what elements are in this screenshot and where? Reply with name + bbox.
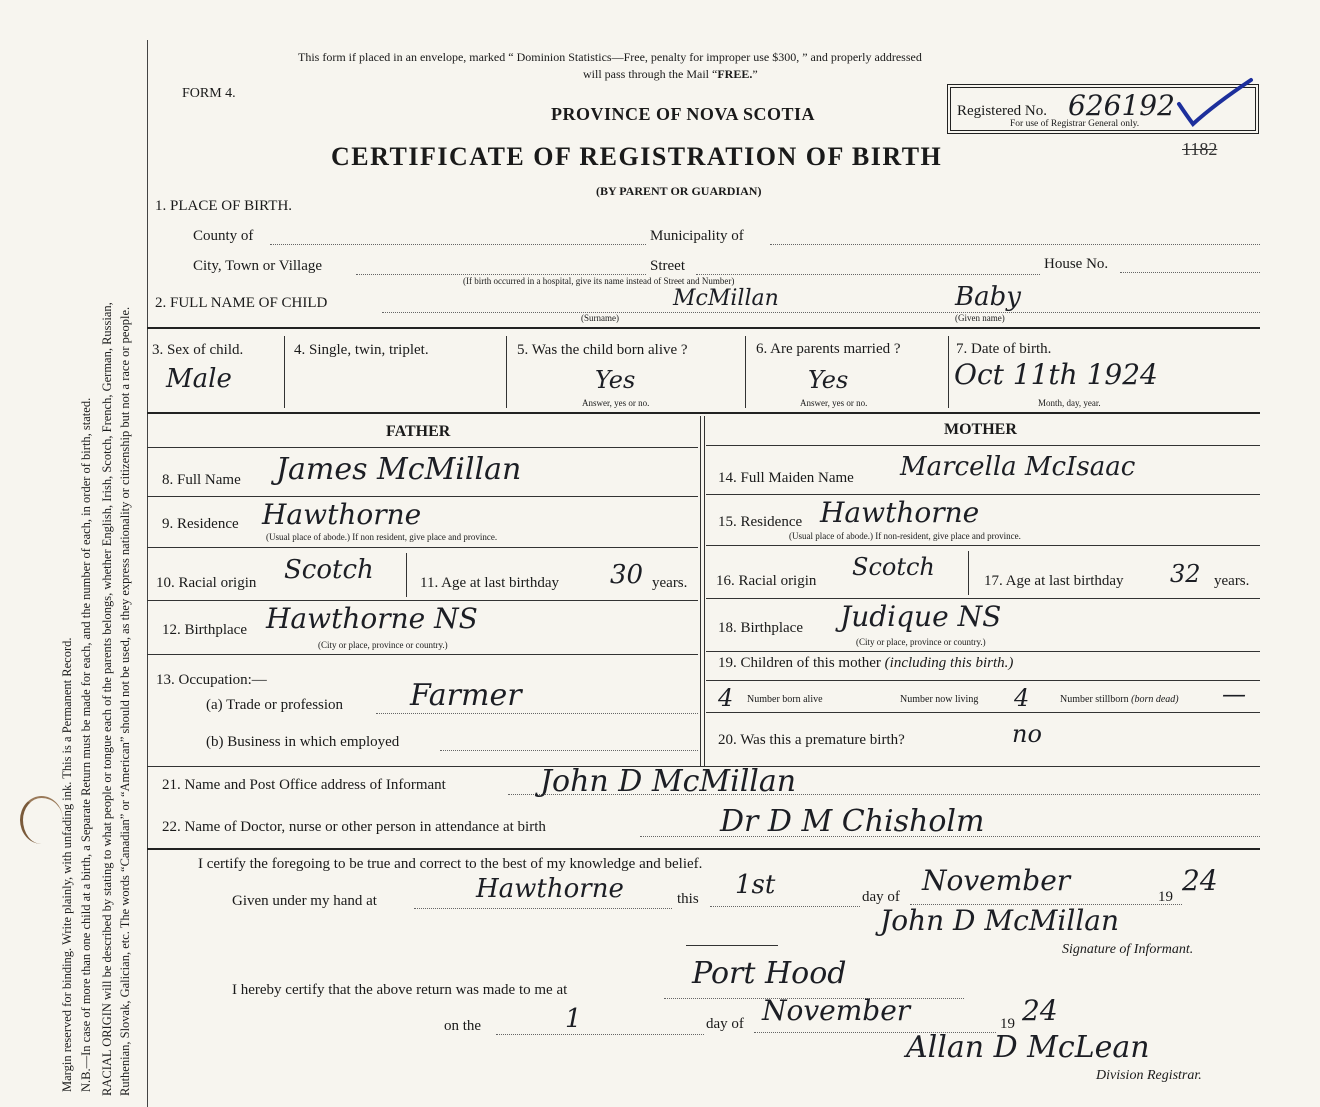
date-caption: Month, day, year. — [1038, 398, 1101, 408]
born-alive-value: 4 — [718, 684, 734, 712]
certification-statement: I certify the foregoing to be true and correct to the best of my knowledge and belief. — [198, 856, 703, 872]
mother-heading: MOTHER — [944, 421, 1017, 438]
mother-birthplace-rule — [706, 651, 1260, 652]
mother-racial-divider — [968, 551, 969, 595]
father-racial-rule — [147, 600, 698, 601]
postal-note-2-pre: will pass through the Mail “ — [583, 67, 718, 81]
living-value: 4 — [1014, 684, 1030, 712]
this-label: this — [677, 891, 699, 907]
mother-name-value: Marcella McIsaac — [900, 452, 1136, 482]
parents-divider — [700, 416, 705, 766]
living-label: Number now living — [900, 694, 979, 705]
alive-label: 5. Was the child born alive ? — [517, 342, 688, 358]
mother-age-value: 32 — [1170, 560, 1201, 588]
hospital-note: (If birth occurred in a hospital, give its name instead of Street and Number) — [463, 276, 735, 286]
father-name-rule — [147, 496, 698, 497]
municipality-label: Municipality of — [650, 228, 744, 244]
plurality-label: 4. Single, twin, triplet. — [294, 342, 429, 358]
father-racial-value: Scotch — [284, 555, 374, 585]
stillborn-value: — — [1222, 680, 1246, 708]
business-label: (b) Business in which employed — [206, 734, 400, 750]
mother-birthplace-value: Judique NS — [840, 600, 1002, 633]
registrar-place-value: Port Hood — [692, 956, 847, 991]
married-label: 6. Are parents married ? — [756, 341, 901, 357]
father-racial-divider — [406, 553, 407, 597]
trade-label: (a) Trade or profession — [206, 697, 344, 713]
born-alive-label: Number born alive — [747, 694, 823, 705]
stillborn-note: (born dead) — [1131, 694, 1179, 705]
father-residence-label: 9. Residence — [162, 516, 239, 532]
child-name-label: 2. FULL NAME OF CHILD — [155, 295, 328, 311]
day-of-label: day of — [862, 889, 900, 905]
father-heading: FATHER — [386, 423, 451, 440]
street-label: Street — [650, 258, 685, 274]
mother-racial-label: 16. Racial origin — [716, 573, 817, 589]
given-under-label: Given under my hand at — [232, 893, 377, 909]
registrar-use-note: For use of Registrar General only. — [1010, 119, 1140, 129]
married-caption: Answer, yes or no. — [800, 398, 868, 408]
child-given-name: Baby — [955, 282, 1021, 312]
trade-line — [376, 713, 698, 714]
mother-residence-rule — [706, 545, 1260, 546]
mother-racial-value: Scotch — [852, 553, 935, 581]
premature-value: no — [1012, 720, 1042, 748]
margin-note-4: Ruthenian, Slovak, Galician, etc. The words “Canadian” or “American” should not be used, as they express nationality or citizenship but not a race or people. — [118, 306, 132, 1096]
certificate-subtitle: (BY PARENT OR GUARDIAN) — [596, 184, 762, 198]
mother-name-rule — [706, 494, 1260, 495]
informant-label: 21. Name and Post Office address of Informant — [162, 777, 446, 793]
alive-value: Yes — [595, 366, 636, 394]
children-note: (including this birth.) — [884, 655, 1014, 671]
date-label: 7. Date of birth. — [956, 341, 1052, 357]
day-line — [710, 906, 860, 907]
premature-label: 20. Was this a premature birth? — [718, 732, 905, 748]
father-birthplace-caption: (City or place, province or country.) — [318, 640, 448, 650]
city-label: City, Town or Village — [193, 258, 323, 274]
father-birthplace-value: Hawthorne NS — [266, 602, 478, 635]
mother-residence-value: Hawthorne — [820, 496, 980, 529]
facts-divider-4 — [948, 336, 949, 408]
children-rule — [706, 680, 1260, 681]
married-value: Yes — [808, 366, 849, 394]
children-label — [718, 655, 1013, 672]
mother-racial-rule — [706, 598, 1260, 599]
father-birthplace-rule — [147, 654, 698, 655]
father-residence-value: Hawthorne — [262, 498, 422, 531]
top-table-rule — [147, 327, 1260, 329]
father-name-value: James McMillan — [276, 452, 522, 487]
facts-bottom-rule — [147, 412, 1260, 414]
county-line — [270, 244, 646, 245]
certification-separator — [686, 945, 778, 946]
check-mark-icon — [1175, 74, 1255, 134]
doctor-value: Dr D M Chisholm — [720, 804, 985, 839]
form-number: FORM 4. — [182, 86, 236, 101]
given-name-caption: (Given name) — [955, 313, 1005, 323]
mother-birthplace-caption: (City or place, province or country.) — [856, 637, 986, 647]
father-age-value: 30 — [610, 560, 644, 590]
informant-signature: John D McMillan — [880, 904, 1120, 937]
margin-note-3: RACIAL ORIGIN will be described by stating to what people or tongue each of the parents belongs, whether English, Irish, Scotch, French, German, Russian, — [100, 302, 114, 1096]
registrar-day-value: 1 — [565, 1004, 582, 1034]
day-value: 1st — [735, 870, 776, 900]
certification-top-rule — [147, 848, 1260, 850]
doctor-label: 22. Name of Doctor, nurse or other person in attendance at birth — [162, 819, 546, 835]
struck-number: 1182 — [1182, 139, 1218, 159]
father-name-label: 8. Full Name — [162, 472, 241, 488]
father-birthplace-label: 12. Birthplace — [162, 622, 247, 638]
binding-margin-rule — [147, 40, 148, 1107]
father-residence-rule — [147, 547, 698, 548]
given-place-value: Hawthorne — [476, 874, 624, 904]
numbers-rule — [706, 712, 1260, 713]
year-prefix: 19 — [1158, 889, 1173, 905]
registered-value: 626192 — [1068, 89, 1175, 122]
father-heading-rule — [147, 447, 698, 448]
registrar-month-value: November — [762, 994, 911, 1027]
certificate-title: CERTIFICATE OF REGISTRATION OF BIRTH — [331, 142, 943, 171]
registrar-signature: Allan D McLean — [906, 1030, 1150, 1065]
mother-residence-label: 15. Residence — [718, 514, 803, 530]
father-racial-label: 10. Racial origin — [156, 575, 257, 591]
mother-years-label: years. — [1214, 573, 1250, 589]
alive-caption: Answer, yes or no. — [582, 398, 650, 408]
given-place-line — [414, 908, 672, 909]
postal-note-2-post: ” — [752, 67, 758, 81]
registrar-year-value: 24 — [1022, 994, 1058, 1027]
date-value: Oct 11th 1924 — [954, 358, 1158, 391]
father-residence-caption: (Usual place of abode.) If non resident, give place and province. — [266, 532, 498, 542]
stillborn-label-text: Number stillborn — [1060, 694, 1129, 705]
facts-divider-2 — [506, 336, 507, 408]
mother-age-label: 17. Age at last birthday — [984, 573, 1124, 589]
mother-heading-rule — [706, 445, 1260, 446]
surname-caption: (Surname) — [581, 313, 619, 323]
margin-note-1: Margin reserved for binding. Write plainly, with unfading ink. This is a Permanent Record. — [60, 637, 74, 1092]
registrar-caption: Division Registrar. — [1096, 1068, 1202, 1083]
children-label-text: 19. Children of this mother — [718, 655, 881, 671]
registered-label: Registered No. — [957, 103, 1047, 119]
municipality-line — [770, 244, 1260, 245]
postal-note-line-1: This form if placed in an envelope, marked “ Dominion Statistics—Free, penalty for improper use $300, ” and properly addressed — [298, 50, 922, 64]
postal-note-2-bold: FREE. — [717, 67, 753, 81]
place-of-birth-heading: 1. PLACE OF BIRTH. — [155, 198, 293, 214]
city-line — [356, 274, 646, 275]
house-label: House No. — [1044, 256, 1109, 272]
stillborn-label — [1060, 694, 1179, 705]
county-label: County of — [193, 228, 254, 244]
house-line — [1120, 272, 1260, 273]
registrar-statement: I hereby certify that the above return was made to me at — [232, 982, 568, 998]
on-the-label: on the — [444, 1018, 482, 1034]
child-surname: McMillan — [673, 286, 779, 311]
child-name-line — [382, 312, 1260, 313]
sex-value: Male — [166, 364, 232, 394]
facts-divider-3 — [745, 336, 746, 408]
year-value: 24 — [1182, 864, 1218, 897]
occupation-label: 13. Occupation:— — [156, 672, 267, 688]
street-line — [696, 274, 1040, 275]
postal-note-line-2 — [583, 67, 758, 82]
registrar-day-line — [496, 1034, 704, 1035]
mother-name-label: 14. Full Maiden Name — [718, 470, 854, 486]
facts-divider-1 — [284, 336, 285, 408]
margin-note-2: N.B.—In case of more than one child at a birth, a Separate Return must be made for each, and the number of each, in order of birth, stated. — [79, 397, 93, 1092]
trade-value: Farmer — [410, 678, 522, 713]
province-heading: PROVINCE OF NOVA SCOTIA — [551, 104, 816, 124]
informant-value: John D McMillan — [540, 764, 797, 799]
mother-birthplace-label: 18. Birthplace — [718, 620, 803, 636]
father-years-label: years. — [652, 575, 688, 591]
registrar-year-prefix: 19 — [1000, 1016, 1015, 1032]
registrar-day-of-label: day of — [706, 1016, 744, 1032]
business-line — [440, 750, 698, 751]
month-value: November — [922, 864, 1071, 897]
mother-residence-caption: (Usual place of abode.) If non-resident, give place and province. — [789, 531, 1021, 541]
punch-hole-mark — [20, 796, 63, 844]
sex-label: 3. Sex of child. — [152, 342, 244, 358]
father-age-label: 11. Age at last birthday — [420, 575, 559, 591]
informant-signature-caption: Signature of Informant. — [1062, 942, 1194, 957]
